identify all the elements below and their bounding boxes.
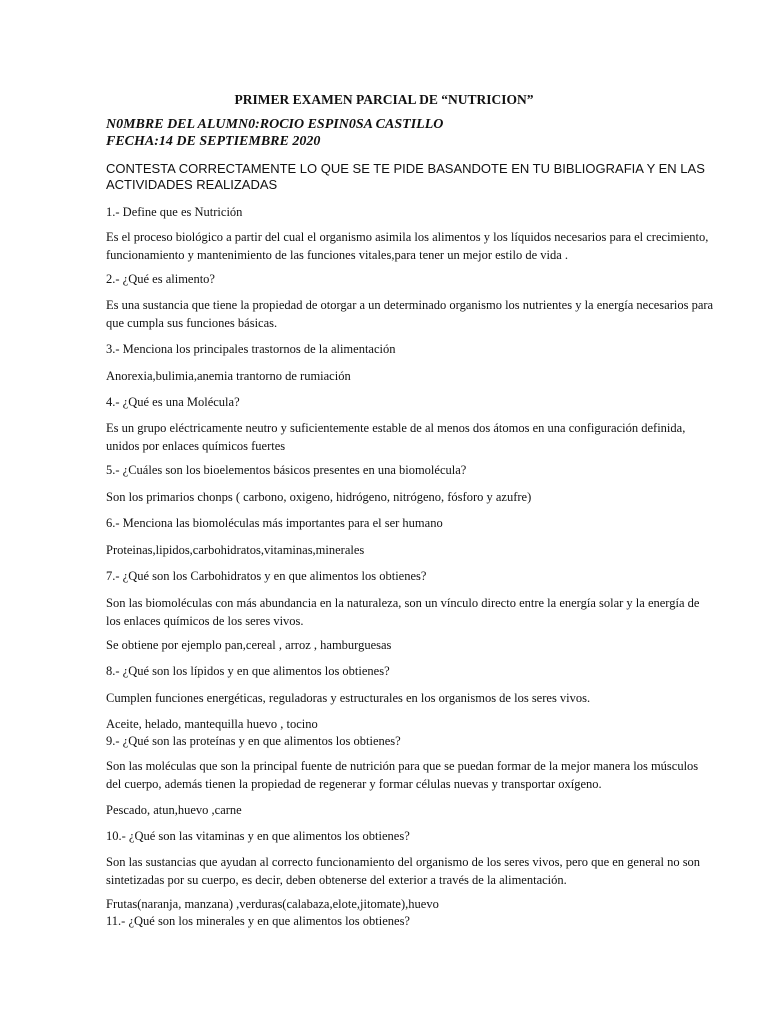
question-8: 8.- ¿Qué son los lípidos y en que alimentos los obtienes? (106, 664, 390, 678)
question-3: 3.- Menciona los principales trastornos de la alimentación (106, 342, 396, 356)
question-4: 4.- ¿Qué es una Molécula? (106, 395, 240, 409)
instructions: CONTESTA CORRECTAMENTE LO QUE SE TE PIDE BASANDOTE EN TU BIBLIOGRAFIA Y EN LAS ACTIVIDADES REALIZADAS (106, 161, 705, 192)
question-10: 10.- ¿Qué son las vitaminas y en que alimentos los obtienes? (106, 829, 410, 843)
question-2: 2.- ¿Qué es alimento? (106, 272, 215, 286)
answer-3: Anorexia,bulimia,anemia trantorno de rumiación (106, 369, 351, 383)
answer-2: Es una sustancia que tiene la propiedad de otorgar a un determinado organismo los nutrientes y la energía necesarios para que cumpla sus funciones básicas. (106, 298, 714, 330)
question-1: 1.- Define que es Nutrición (106, 205, 243, 219)
answer-10a: Son las sustancias que ayudan al correcto funcionamiento del organismo de los seres vivos, pero que en general no son sintetizadas por su cuerpo, es decir, deben obtenerse del exterior a través de la alimentación. (106, 855, 701, 887)
question-9: 9.- ¿Qué son las proteínas y en que alimentos los obtienes? (106, 734, 401, 748)
answer-4: Es un grupo eléctricamente neutro y suficientemente estable de al menos dos átomos en una configuración definida, unidos por enlaces químicos fuertes (106, 421, 686, 453)
question-6: 6.- Menciona las biomoléculas más importantes para el ser humano (106, 516, 443, 530)
answer-8a: Cumplen funciones energéticas, reguladoras y estructurales en los organismos de los seres vivos. (106, 691, 591, 705)
answer-9a: Son las moléculas que son la principal fuente de nutrición para que se puedan formar de la mejor manera los músculos del cuerpo, además tienen la propiedad de regenerar y formar células nuevas y transportar oxígeno. (106, 759, 699, 791)
document-title: PRIMER EXAMEN PARCIAL DE “NUTRICION” (234, 92, 534, 107)
answer-6: Proteinas,lipidos,carbohidratos,vitaminas,minerales (106, 543, 365, 557)
student-name: N0MBRE DEL ALUMN0:ROCIO ESPIN0SA CASTILLO (106, 117, 444, 132)
question-11: 11.- ¿Qué son los minerales y en que alimentos los obtienes? (106, 914, 410, 928)
answer-9b: Pescado, atun,huevo ,carne (106, 803, 242, 817)
answer-5: Son los primarios chonps ( carbono, oxigeno, hidrógeno, nitrógeno, fósforo y azufre) (106, 490, 532, 504)
answer-8b: Aceite, helado, mantequilla huevo , tocino (106, 717, 318, 731)
answer-7a: Son las biomoléculas con más abundancia en la naturaleza, son un vínculo directo entre la energía solar y la energía de los enlaces químicos de los seres vivos. (106, 596, 700, 628)
exam-date: FECHA:14 DE SEPTIEMBRE 2020 (106, 134, 321, 149)
answer-10b: Frutas(naranja, manzana) ,verduras(calabaza,elote,jitomate),huevo (106, 897, 439, 911)
question-5: 5.- ¿Cuáles son los bioelementos básicos presentes en una biomolécula? (106, 463, 467, 477)
question-7: 7.- ¿Qué son los Carbohidratos y en que alimentos los obtienes? (106, 569, 427, 583)
answer-7b: Se obtiene por ejemplo pan,cereal , arroz , hamburguesas (106, 638, 392, 652)
answer-1: Es el proceso biológico a partir del cual el organismo asimila los alimentos y los líquidos necesarios para el crecimiento, funcionamiento y mantenimiento de las funciones vitales,para tener un mejor estilo de vida . (106, 230, 709, 262)
